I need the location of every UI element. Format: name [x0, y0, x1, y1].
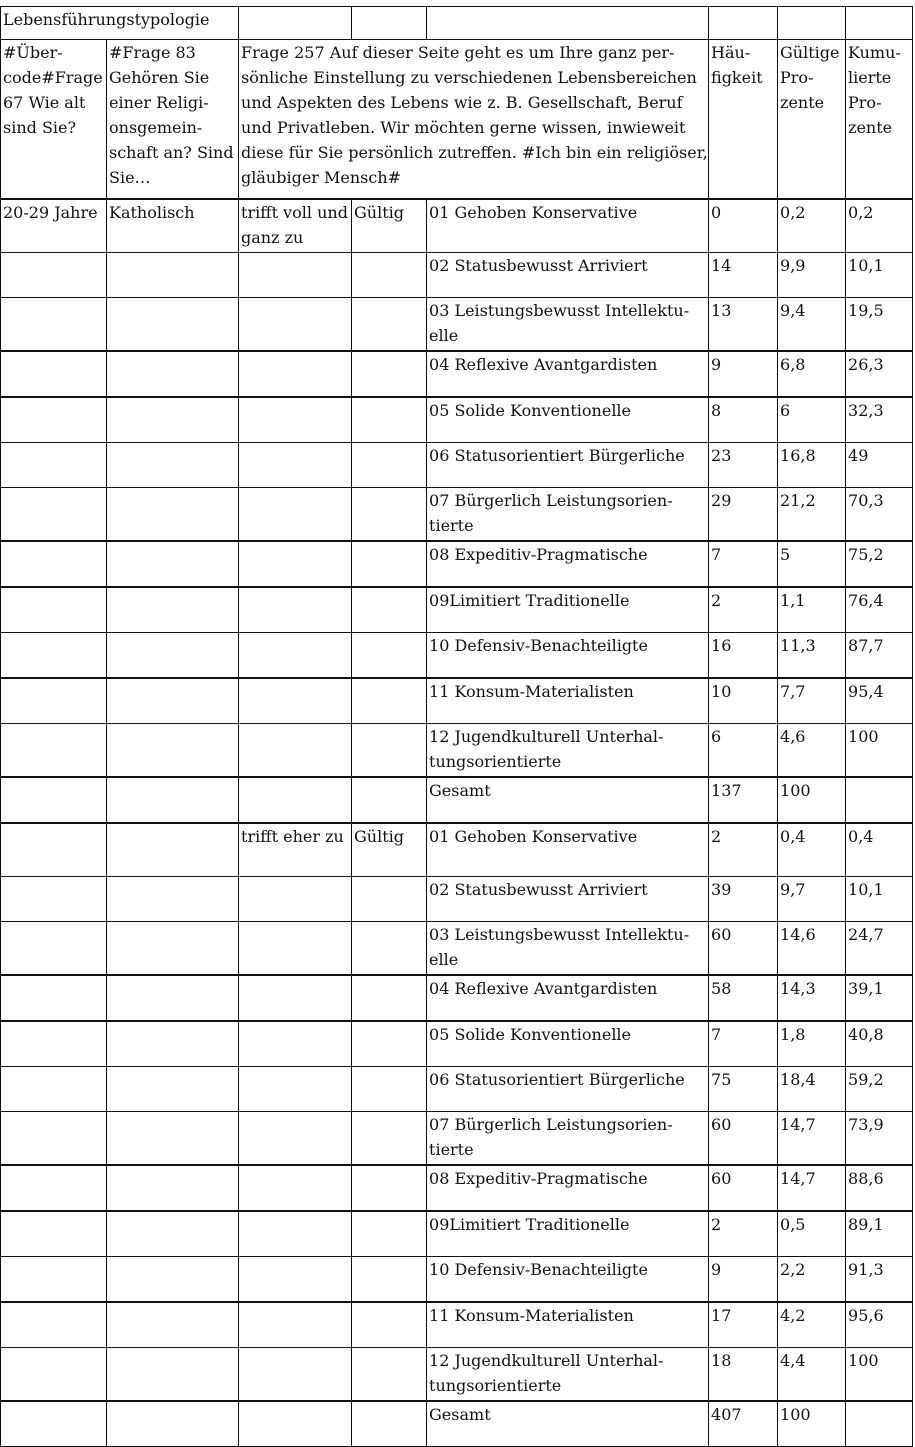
valid-percent-cell: 4,6 — [778, 724, 846, 778]
type-cell: 04 Reflexive Avantgardisten — [427, 351, 709, 397]
age-cell — [1, 298, 107, 352]
type-cell: 10 Defensiv-Benachteiligte — [427, 1257, 709, 1303]
type-cell: Gesamt — [427, 1401, 709, 1447]
valid-percent-cell: 6,8 — [778, 351, 846, 397]
type-cell: 03 Leistungsbewusst Intellektuelle — [427, 922, 709, 976]
type-cell: 07 Bürgerlich Leistungsorientierte — [427, 1112, 709, 1166]
frequency-cell: 29 — [709, 488, 778, 542]
religion-cell — [107, 877, 239, 922]
valid-percent-cell: 14,3 — [778, 975, 846, 1021]
cumulative-percent-cell: 75,2 — [846, 541, 913, 587]
age-cell — [1, 724, 107, 778]
frequency-cell: 60 — [709, 1165, 778, 1211]
cumulative-percent-cell: 59,2 — [846, 1067, 913, 1112]
table-row — [1, 199, 913, 253]
valid-percent-cell: 11,3 — [778, 633, 846, 679]
answer-cell — [239, 1211, 352, 1257]
age-cell — [1, 1401, 107, 1447]
valid-percent-cell: 100 — [778, 1401, 846, 1447]
table-row — [1, 587, 913, 633]
frequency-cell: 7 — [709, 541, 778, 587]
frequency-cell: 18 — [709, 1348, 778, 1402]
validity-cell — [352, 877, 427, 922]
cumulative-percent-cell: 95,4 — [846, 678, 913, 724]
cumulative-percent-cell: 91,3 — [846, 1257, 913, 1303]
answer-cell — [239, 351, 352, 397]
frequency-cell: 137 — [709, 777, 778, 823]
religion-cell — [107, 1257, 239, 1303]
religion-cell — [107, 922, 239, 976]
table-row — [1, 678, 913, 724]
frequency-cell: 16 — [709, 633, 778, 679]
header-frequency: Häufigkeit — [709, 40, 778, 200]
cumulative-percent-cell: 10,1 — [846, 877, 913, 922]
answer-cell — [239, 1257, 352, 1303]
table-row — [1, 488, 913, 542]
cumulative-percent-cell: 10,1 — [846, 253, 913, 298]
table-row — [1, 877, 913, 922]
valid-percent-cell: 14,7 — [778, 1112, 846, 1166]
type-cell: 01 Gehoben Konservative — [427, 199, 709, 253]
religion-cell — [107, 1211, 239, 1257]
empty-cell — [778, 7, 846, 40]
answer-cell: trifft eher zu — [239, 823, 352, 877]
cumulative-percent-cell: 100 — [846, 724, 913, 778]
religion-cell — [107, 1302, 239, 1348]
answer-cell — [239, 541, 352, 587]
religion-cell — [107, 823, 239, 877]
frequency-cell: 7 — [709, 1021, 778, 1067]
age-cell — [1, 587, 107, 633]
religion-cell — [107, 1021, 239, 1067]
frequency-cell: 8 — [709, 397, 778, 443]
answer-cell — [239, 922, 352, 976]
valid-percent-cell: 7,7 — [778, 678, 846, 724]
validity-cell — [352, 253, 427, 298]
valid-percent-cell: 9,4 — [778, 298, 846, 352]
type-cell: 11 Konsum-Materialisten — [427, 1302, 709, 1348]
type-cell: 06 Statusorientiert Bürgerliche — [427, 443, 709, 488]
table-row — [1, 1021, 913, 1067]
type-cell: 02 Statusbewusst Arriviert — [427, 253, 709, 298]
type-cell: 08 Expeditiv-Pragmatische — [427, 541, 709, 587]
table-row — [1, 633, 913, 679]
valid-percent-cell: 14,7 — [778, 1165, 846, 1211]
frequency-cell: 60 — [709, 922, 778, 976]
document-page — [0, 6, 915, 1424]
answer-cell — [239, 1401, 352, 1447]
cumulative-percent-cell — [846, 777, 913, 823]
frequency-cell: 2 — [709, 823, 778, 877]
answer-cell — [239, 253, 352, 298]
answer-cell: trifft voll und ganz zu — [239, 199, 352, 253]
table-row — [1, 922, 913, 976]
cumulative-percent-cell: 87,7 — [846, 633, 913, 679]
frequency-cell: 39 — [709, 877, 778, 922]
type-cell: 06 Statusorientiert Bürgerliche — [427, 1067, 709, 1112]
age-cell — [1, 1021, 107, 1067]
age-cell — [1, 253, 107, 298]
cumulative-percent-cell: 24,7 — [846, 922, 913, 976]
table-row — [1, 1211, 913, 1257]
answer-cell — [239, 975, 352, 1021]
type-cell: 03 Leistungsbewusst Intellektuelle — [427, 298, 709, 352]
valid-percent-cell: 0,2 — [778, 199, 846, 253]
age-cell — [1, 1067, 107, 1112]
type-cell: 12 Jugendkulturell Unterhaltungsorientierte — [427, 724, 709, 778]
frequency-cell: 58 — [709, 975, 778, 1021]
frequency-table — [0, 6, 913, 1447]
table-row — [1, 253, 913, 298]
religion-cell — [107, 1165, 239, 1211]
valid-percent-cell: 18,4 — [778, 1067, 846, 1112]
cumulative-percent-cell: 0,4 — [846, 823, 913, 877]
empty-cell — [239, 7, 352, 40]
age-cell — [1, 541, 107, 587]
validity-cell — [352, 1348, 427, 1402]
frequency-cell: 9 — [709, 1257, 778, 1303]
age-cell — [1, 1302, 107, 1348]
cumulative-percent-cell: 88,6 — [846, 1165, 913, 1211]
validity-cell — [352, 724, 427, 778]
religion-cell — [107, 351, 239, 397]
answer-cell — [239, 443, 352, 488]
cumulative-percent-cell: 89,1 — [846, 1211, 913, 1257]
empty-cell — [709, 7, 778, 40]
cumulative-percent-cell: 49 — [846, 443, 913, 488]
religion-cell — [107, 1401, 239, 1447]
type-cell: 08 Expeditiv-Pragmatische — [427, 1165, 709, 1211]
type-cell: 02 Statusbewusst Arriviert — [427, 877, 709, 922]
frequency-cell: 0 — [709, 199, 778, 253]
age-cell — [1, 397, 107, 443]
empty-cell — [427, 7, 709, 40]
answer-cell — [239, 1165, 352, 1211]
table-row — [1, 823, 913, 877]
answer-cell — [239, 1112, 352, 1166]
type-cell: 01 Gehoben Konservative — [427, 823, 709, 877]
age-cell — [1, 922, 107, 976]
validity-cell — [352, 1401, 427, 1447]
age-cell — [1, 1348, 107, 1402]
table-row — [1, 1067, 913, 1112]
frequency-cell: 10 — [709, 678, 778, 724]
age-cell — [1, 633, 107, 679]
empty-cell — [846, 7, 913, 40]
valid-percent-cell: 5 — [778, 541, 846, 587]
age-cell — [1, 1257, 107, 1303]
table-row — [1, 1112, 913, 1166]
table-row — [1, 298, 913, 352]
validity-cell — [352, 975, 427, 1021]
frequency-cell: 75 — [709, 1067, 778, 1112]
validity-cell — [352, 443, 427, 488]
age-cell — [1, 678, 107, 724]
frequency-cell: 6 — [709, 724, 778, 778]
valid-percent-cell: 100 — [778, 777, 846, 823]
cumulative-percent-cell: 32,3 — [846, 397, 913, 443]
age-cell — [1, 823, 107, 877]
validity-cell — [352, 1165, 427, 1211]
religion-cell — [107, 397, 239, 443]
frequency-cell: 60 — [709, 1112, 778, 1166]
title-row — [1, 7, 913, 40]
header-religion: #Frage 83 Gehören Sie einer Religionsgemeinschaft an? Sind Sie… — [107, 40, 239, 200]
table-row — [1, 777, 913, 823]
answer-cell — [239, 1348, 352, 1402]
frequency-cell: 2 — [709, 587, 778, 633]
valid-percent-cell: 1,1 — [778, 587, 846, 633]
cumulative-percent-cell: 39,1 — [846, 975, 913, 1021]
religion-cell: Katholisch — [107, 199, 239, 253]
religion-cell — [107, 1067, 239, 1112]
valid-percent-cell: 9,7 — [778, 877, 846, 922]
validity-cell — [352, 1257, 427, 1303]
religion-cell — [107, 541, 239, 587]
age-cell — [1, 351, 107, 397]
valid-percent-cell: 0,5 — [778, 1211, 846, 1257]
religion-cell — [107, 633, 239, 679]
validity-cell — [352, 397, 427, 443]
type-cell: 09Limitiert Traditionelle — [427, 587, 709, 633]
answer-cell — [239, 397, 352, 443]
validity-cell — [352, 922, 427, 976]
valid-percent-cell: 1,8 — [778, 1021, 846, 1067]
religion-cell — [107, 253, 239, 298]
answer-cell — [239, 633, 352, 679]
religion-cell — [107, 587, 239, 633]
religion-cell — [107, 678, 239, 724]
answer-cell — [239, 877, 352, 922]
table-row — [1, 724, 913, 778]
table-row — [1, 351, 913, 397]
header-row — [1, 40, 913, 200]
answer-cell — [239, 1302, 352, 1348]
answer-cell — [239, 488, 352, 542]
religion-cell — [107, 724, 239, 778]
valid-percent-cell: 6 — [778, 397, 846, 443]
age-cell — [1, 1165, 107, 1211]
frequency-cell: 2 — [709, 1211, 778, 1257]
valid-percent-cell: 0,4 — [778, 823, 846, 877]
religion-cell — [107, 488, 239, 542]
validity-cell — [352, 1021, 427, 1067]
validity-cell — [352, 1302, 427, 1348]
cumulative-percent-cell: 70,3 — [846, 488, 913, 542]
religion-cell — [107, 298, 239, 352]
valid-percent-cell: 14,6 — [778, 922, 846, 976]
validity-cell — [352, 351, 427, 397]
frequency-cell: 407 — [709, 1401, 778, 1447]
religion-cell — [107, 777, 239, 823]
header-valid-percent: Gültige Prozente — [778, 40, 846, 200]
answer-cell — [239, 724, 352, 778]
empty-cell — [352, 7, 427, 40]
validity-cell: Gültig — [352, 823, 427, 877]
answer-cell — [239, 1021, 352, 1067]
religion-cell — [107, 443, 239, 488]
table-body — [1, 7, 913, 1447]
validity-cell — [352, 1067, 427, 1112]
type-cell: Gesamt — [427, 777, 709, 823]
cumulative-percent-cell: 0,2 — [846, 199, 913, 253]
cumulative-percent-cell: 76,4 — [846, 587, 913, 633]
age-cell — [1, 488, 107, 542]
answer-cell — [239, 587, 352, 633]
type-cell: 09Limitiert Traditionelle — [427, 1211, 709, 1257]
age-cell — [1, 877, 107, 922]
validity-cell — [352, 541, 427, 587]
type-cell: 04 Reflexive Avantgardisten — [427, 975, 709, 1021]
table-title: Lebensführungstypologie — [1, 7, 239, 40]
valid-percent-cell: 9,9 — [778, 253, 846, 298]
cumulative-percent-cell: 95,6 — [846, 1302, 913, 1348]
frequency-cell: 17 — [709, 1302, 778, 1348]
validity-cell — [352, 678, 427, 724]
valid-percent-cell: 4,2 — [778, 1302, 846, 1348]
table-row — [1, 1302, 913, 1348]
type-cell: 05 Solide Konventionelle — [427, 1021, 709, 1067]
valid-percent-cell: 4,4 — [778, 1348, 846, 1402]
cumulative-percent-cell: 100 — [846, 1348, 913, 1402]
valid-percent-cell: 16,8 — [778, 443, 846, 488]
answer-cell — [239, 777, 352, 823]
valid-percent-cell: 21,2 — [778, 488, 846, 542]
frequency-cell: 23 — [709, 443, 778, 488]
age-cell: 20-29 Jahre — [1, 199, 107, 253]
frequency-cell: 14 — [709, 253, 778, 298]
type-cell: 10 Defensiv-Benachteiligte — [427, 633, 709, 679]
table-row — [1, 975, 913, 1021]
table-row — [1, 1401, 913, 1447]
validity-cell — [352, 488, 427, 542]
header-age: #Übercode#Frage 67 Wie alt sind Sie? — [1, 40, 107, 200]
cumulative-percent-cell: 73,9 — [846, 1112, 913, 1166]
frequency-cell: 9 — [709, 351, 778, 397]
table-row — [1, 1165, 913, 1211]
cumulative-percent-cell: 26,3 — [846, 351, 913, 397]
frequency-cell: 13 — [709, 298, 778, 352]
age-cell — [1, 1112, 107, 1166]
validity-cell — [352, 587, 427, 633]
header-question: Frage 257 Auf dieser Seite geht es um Ihre ganz persönliche Einstellung zu verschiedenen Lebensbereichen und Aspekten des Lebens wie z. B. Gesellschaft, Beruf und Privatleben. Wir möchten gerne wissen, inwieweit diese für Sie persönlich zutreffen. #Ich bin ein religiöser, gläubiger Mensch# — [239, 40, 709, 200]
validity-cell — [352, 633, 427, 679]
valid-percent-cell: 2,2 — [778, 1257, 846, 1303]
religion-cell — [107, 1112, 239, 1166]
cumulative-percent-cell: 19,5 — [846, 298, 913, 352]
age-cell — [1, 975, 107, 1021]
type-cell: 12 Jugendkulturell Unterhaltungsorientierte — [427, 1348, 709, 1402]
type-cell: 07 Bürgerlich Leistungsorientierte — [427, 488, 709, 542]
age-cell — [1, 777, 107, 823]
validity-cell — [352, 298, 427, 352]
type-cell: 11 Konsum-Materialisten — [427, 678, 709, 724]
cumulative-percent-cell: 40,8 — [846, 1021, 913, 1067]
table-row — [1, 397, 913, 443]
header-cumulative-percent: Kumulierte Prozente — [846, 40, 913, 200]
table-row — [1, 541, 913, 587]
age-cell — [1, 443, 107, 488]
type-cell: 05 Solide Konventionelle — [427, 397, 709, 443]
answer-cell — [239, 298, 352, 352]
validity-cell — [352, 1112, 427, 1166]
validity-cell — [352, 1211, 427, 1257]
table-row — [1, 1348, 913, 1402]
answer-cell — [239, 1067, 352, 1112]
validity-cell — [352, 777, 427, 823]
validity-cell: Gültig — [352, 199, 427, 253]
table-row — [1, 443, 913, 488]
age-cell — [1, 1211, 107, 1257]
cumulative-percent-cell — [846, 1401, 913, 1447]
religion-cell — [107, 1348, 239, 1402]
answer-cell — [239, 678, 352, 724]
table-row — [1, 1257, 913, 1303]
religion-cell — [107, 975, 239, 1021]
